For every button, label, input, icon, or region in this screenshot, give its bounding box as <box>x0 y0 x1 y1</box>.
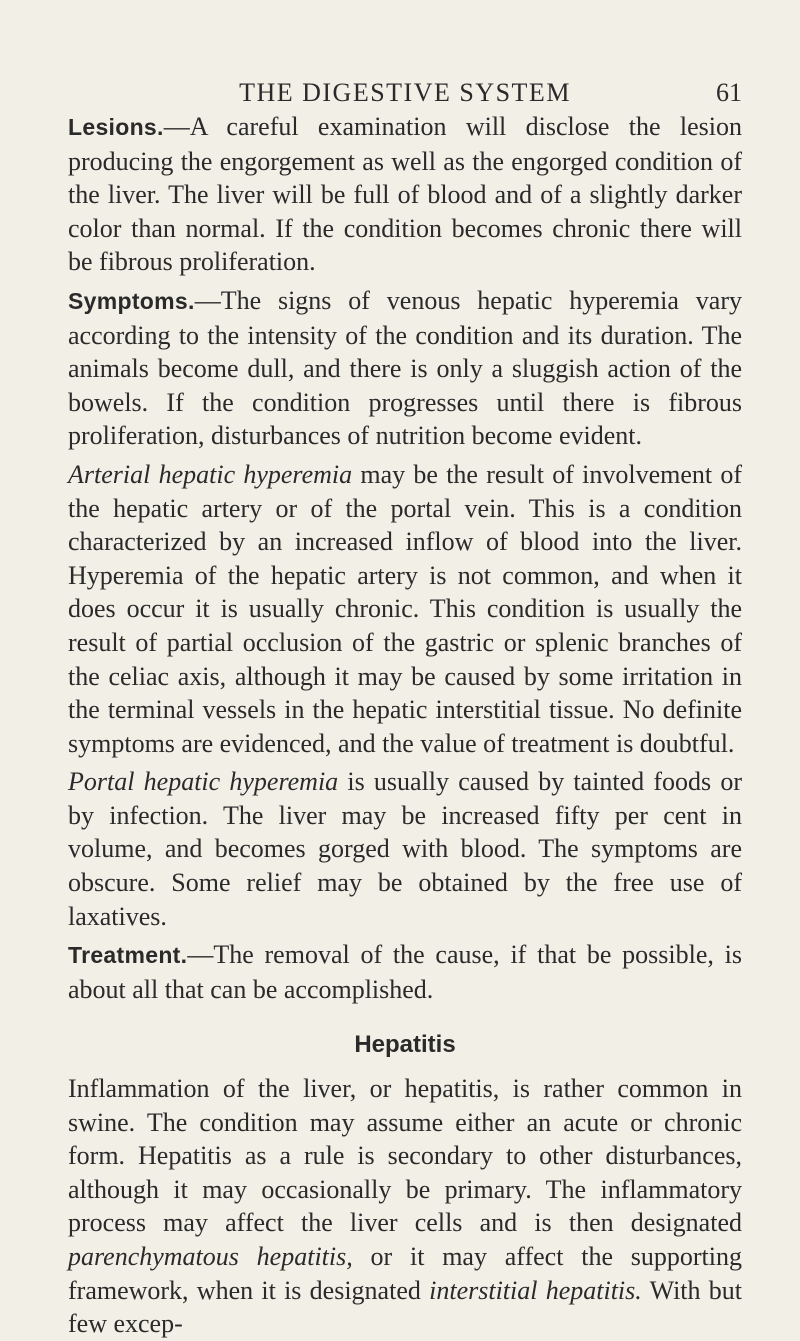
symptoms-paragraph <box>68 284 742 453</box>
arterial-hyperemia-paragraph <box>68 458 742 760</box>
running-head <box>68 0 742 107</box>
hepatitis-text-2: or it may affect the supporting framework, when it is designated <box>68 1242 742 1305</box>
hepatitis-paragraph <box>68 1072 742 1341</box>
treatment-paragraph <box>68 938 742 1006</box>
portal-hyperemia-term: Portal hepatic hyperemia <box>68 767 339 797</box>
arterial-hyperemia-text: may be the result of involvement of the hepatic artery or of the portal vein. This is a condition characterized by an increased inflow of blood into the liver. Hyperemia of the hepatic artery is not common, and when it does occur it is usually chronic. This condition is usually the result of partial occlusion of the gastric or splenic branches of the celiac axis, although it may be caused by some irritation in the terminal vessels in the hepatic interstitial tissue. No definite symptoms are evidenced, and the value of treatment is doubtful. <box>68 459 743 758</box>
page-number: 61 <box>716 78 742 107</box>
portal-hyperemia-paragraph <box>68 765 742 933</box>
hepatitis-heading: Hepatitis <box>354 1031 456 1059</box>
treatment-heading: Treatment. <box>68 942 188 969</box>
hepatitis-text-3: With but few excep- <box>68 1275 742 1339</box>
treatment-text: —The removal of the cause, if that be possible, is about all that can be accomplished. <box>68 940 742 1004</box>
hepatitis-text-1: Inflammation of the liver, or hepatitis, is rather common in swine. The condition may assume either an acute or chronic form. Hepatitis as a rule is secondary to other disturbances, although it may occasionally be primary. The inflammatory process may affect the liver cells and is then designated <box>68 1074 742 1238</box>
lesions-heading: Lesions. <box>68 114 164 140</box>
lesions-text: —A careful examination will disclose the lesion producing the engorgement as well as the engorged condition of the liver. The liver will be full of blood and of a slightly darker color than normal. If the condition becomes chronic there will be fibrous proliferation. <box>68 112 742 277</box>
lesions-paragraph <box>68 110 742 279</box>
arterial-hyperemia-term: Arterial hepatic hyperemia <box>68 459 353 489</box>
symptoms-heading: Symptoms. <box>68 287 195 314</box>
symptoms-text: —The signs of venous hepatic hyperemia vary according to the intensity of the condition and its duration. The animals become dull, and there is only a sluggish action of the bowels. If the condition progresses until there is fibrous proliferation, disturbances of nutrition become evident. <box>68 285 742 451</box>
interstitial-hepatitis-term: interstitial hepatitis. <box>429 1275 642 1305</box>
page-content <box>68 70 742 1341</box>
running-title: THE DIGESTIVE SYSTEM <box>239 78 571 107</box>
parenchymatous-hepatitis-term: parenchymatous hepatitis, <box>68 1242 353 1271</box>
portal-hyperemia-text: is usually caused by tainted foods or by infection. The liver may be increased fifty per cent in volume, and becomes gorged with blood. The symptoms are obscure. Some relief may be obtained by the free use of laxatives. <box>68 767 743 931</box>
